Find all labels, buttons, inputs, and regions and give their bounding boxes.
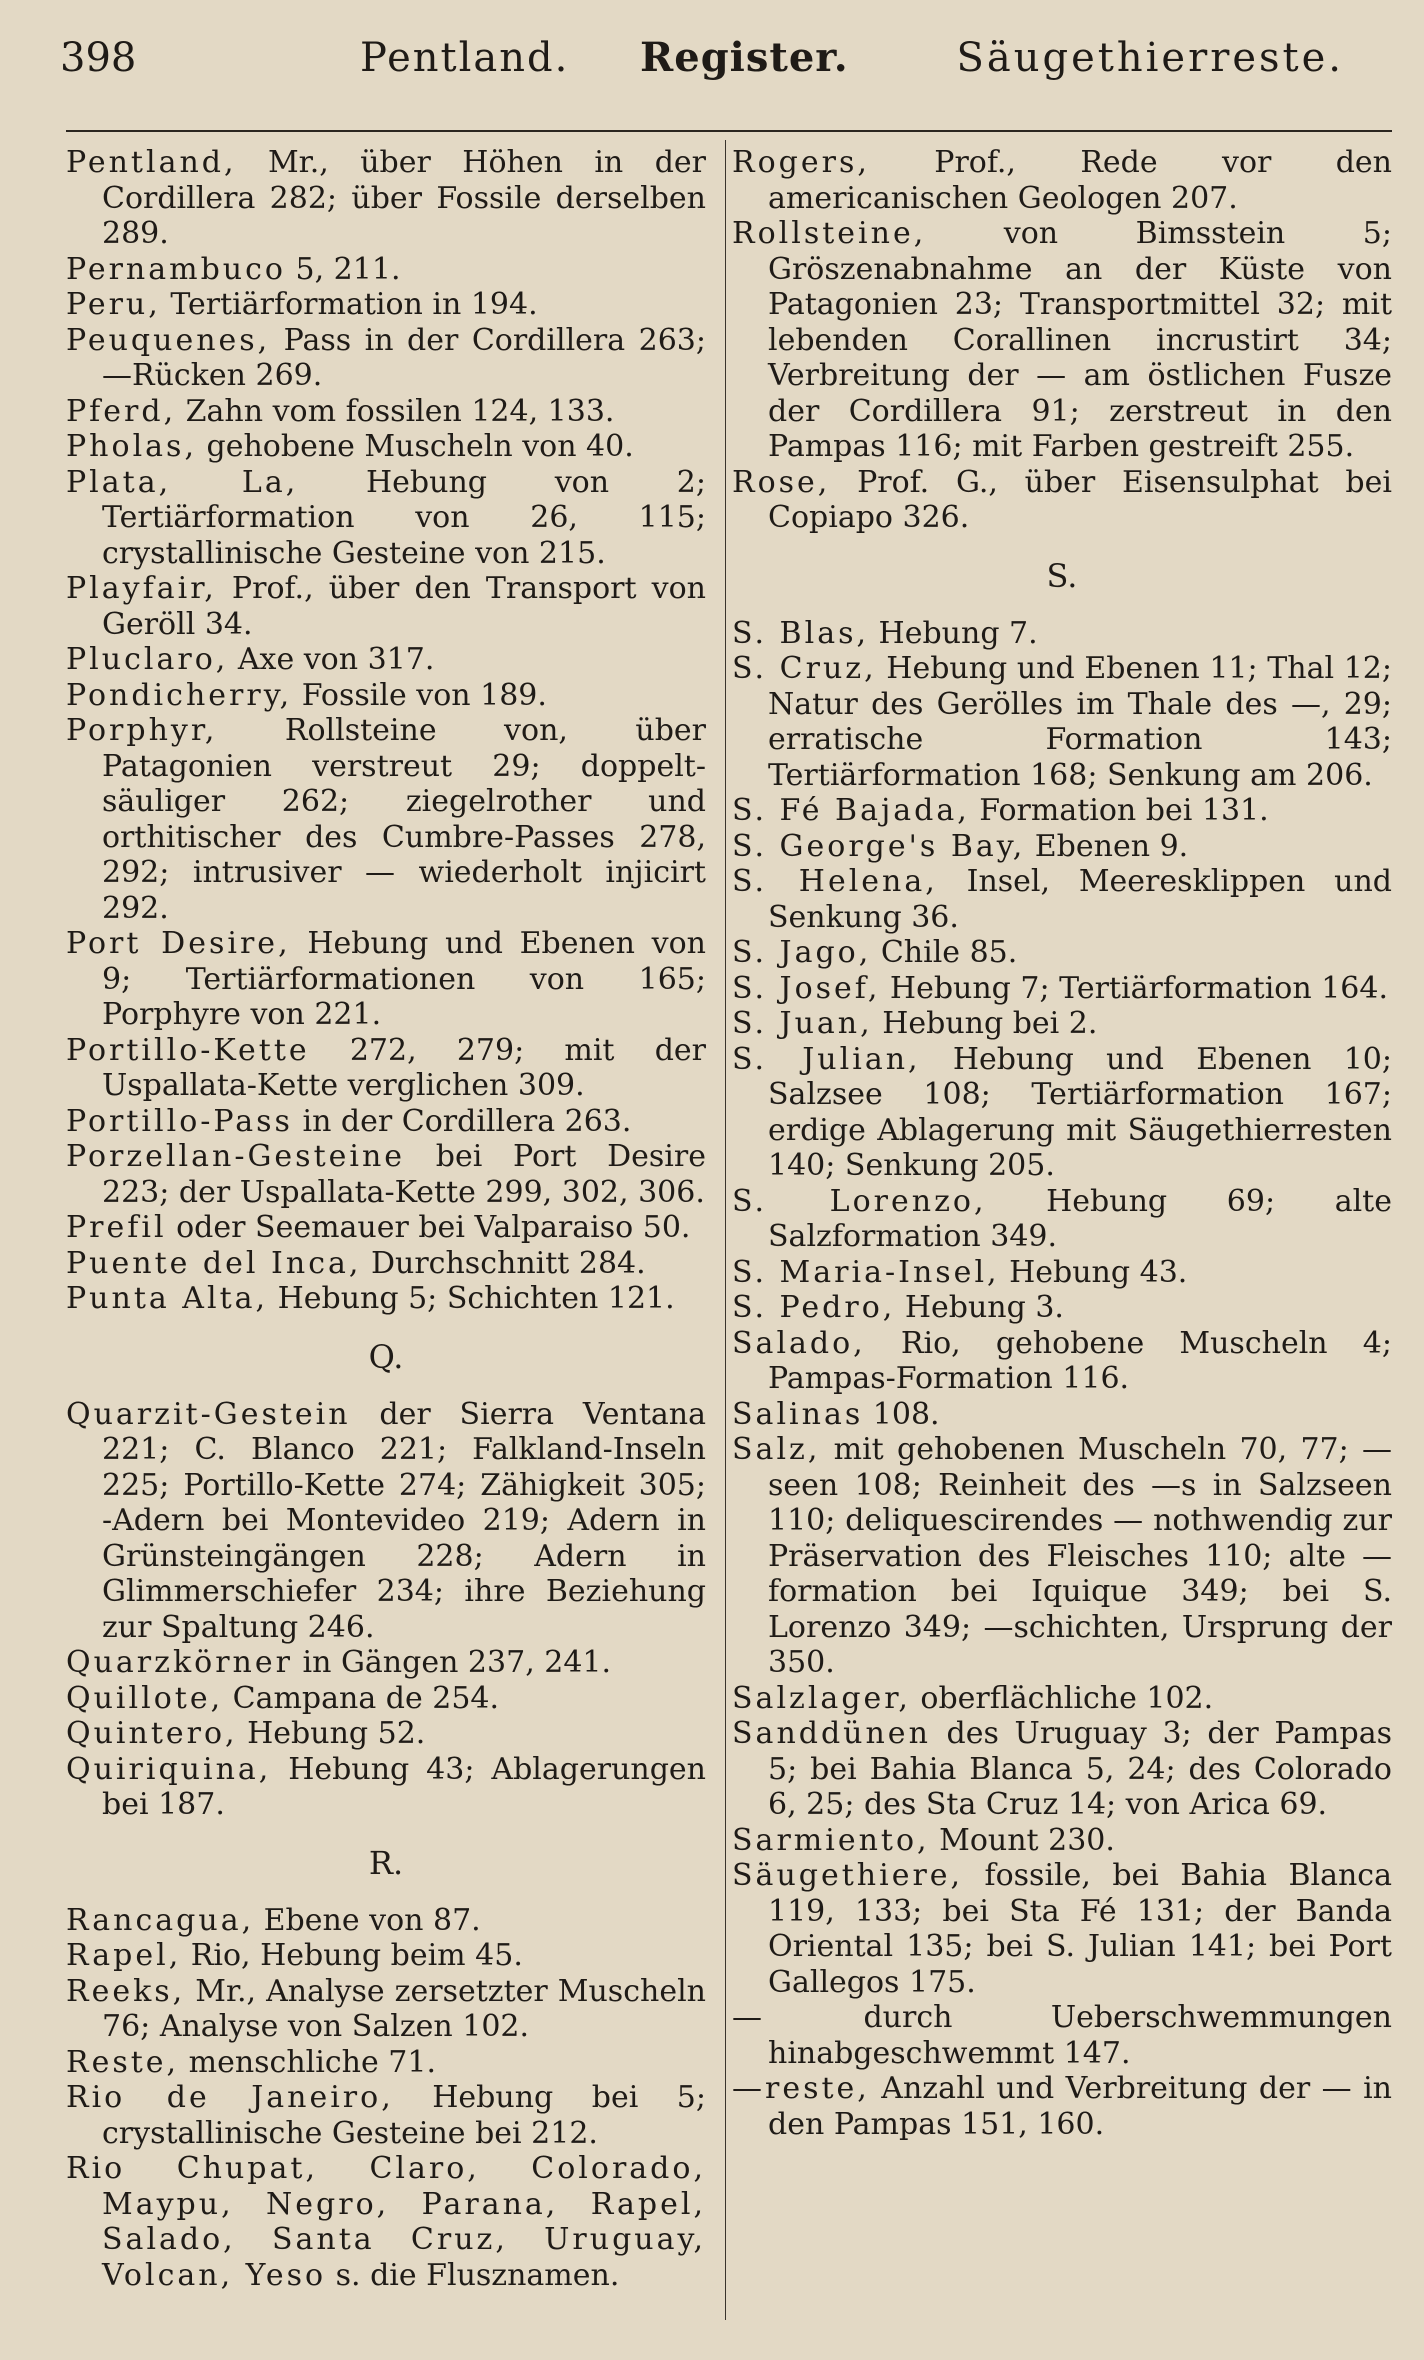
index-entry (732, 935, 1392, 971)
index-entry-head: Prefil (66, 1210, 167, 1245)
index-entry (66, 1681, 706, 1717)
entries-p (66, 145, 706, 1317)
index-entry-text: oder Seemauer bei Valparaiso 50. (166, 1210, 691, 1245)
index-entry-head: Peru, (66, 287, 161, 322)
index-entry (732, 1326, 1392, 1397)
index-entry (732, 1858, 1392, 2000)
index-entry (66, 1139, 706, 1210)
index-entry-head: Pondicherry, (66, 677, 293, 713)
index-entry-text: Hebung bei 5; crystallinische Gesteine bei 212. (102, 2080, 706, 2151)
index-entry (66, 1281, 706, 1317)
index-entry (732, 829, 1392, 865)
index-entry-text: des Uruguay 3; der Pampas 5; bei Bahia Blanca 5, 24; des Colorado 6, 25; des Sta Cruz 14; von Arica 69. (768, 1716, 1392, 1822)
index-entry-text: Ebene von 87. (254, 1902, 481, 1938)
index-entry-text: Hebung 43. (999, 1254, 1188, 1290)
index-entry (66, 429, 706, 465)
index-entry-head: Salinas (732, 1396, 864, 1432)
index-entry-text: Rio, gehobene Muscheln 4; Pampas-Formation 116. (768, 1325, 1392, 1396)
index-entry-head: Rose, (732, 464, 831, 500)
index-entry (732, 216, 1392, 465)
index-entry-text: Prof., Rede vor den americanischen Geologen 207. (768, 145, 1392, 216)
index-entry (66, 1397, 706, 1646)
index-entry (66, 323, 706, 394)
index-entry-head: Quillote, (66, 1680, 224, 1716)
index-entry (66, 287, 706, 323)
index-entry (732, 1006, 1392, 1042)
index-entry (66, 1903, 706, 1939)
entries-s (732, 616, 1392, 2143)
header-center-title: Register. (640, 34, 849, 81)
index-entry (66, 1210, 706, 1246)
index-entry-head: Reste, (66, 2044, 180, 2080)
header-rule (66, 130, 1392, 132)
index-entry-text: Hebung bei 2. (872, 1006, 1098, 1041)
index-entry-head: S. Jago, (732, 935, 872, 970)
index-entry-text: Mr., über Höhen in der Cordillera 282; über Fossile derselben 289. (102, 145, 706, 251)
index-entry-text: Insel, Meeresklippen und Senkung 36. (768, 864, 1393, 935)
index-entry-text: mit gehobenen Muscheln 70, 77; —seen 108; Reinheit des —s in Salzseen 110; deliquescirendes — nothwendig zur Präservation des Fleisches 110; alte —formation bei Iquique 349; bei S. Lorenzo 349; —schichten, Ursprung der 350. (768, 1432, 1392, 1680)
index-entry-text: der Sierra Ventana 221; C. Blanco 221; Falkland-Inseln 225; Portillo-Kette 274; Zähigkeit 305; -Adern bei Montevideo 219; Adern in Grünsteingängen 228; Adern in Glimmerschiefer 234; ihre Beziehung zur Spaltung 246. (102, 1396, 706, 1645)
index-entry (732, 1042, 1392, 1184)
index-entry (66, 1752, 706, 1823)
index-entry-head: S. Josef, (732, 970, 881, 1006)
index-entry-text: Durchschnitt 284. (361, 1245, 646, 1281)
column-divider (725, 140, 726, 2320)
index-entry-head: —reste, (732, 2071, 870, 2106)
index-entry-text: Zahn vom fossilen 124, 133. (176, 393, 615, 429)
index-entry-head: Punta Alta, (66, 1281, 269, 1316)
index-entry (732, 793, 1392, 829)
index-entry-text: in der Cordillera 263. (292, 1103, 632, 1139)
index-entry-head: Quiriquina, (66, 1751, 272, 1787)
index-entry (732, 1184, 1392, 1255)
index-entry (66, 1974, 706, 2045)
index-entry (66, 571, 706, 642)
index-entry-head: Pferd, (66, 393, 177, 429)
index-entry-text: 5, 211. (285, 251, 401, 287)
index-entry-text: 272, 279; mit der Uspallata-Kette verglichen 309. (102, 1032, 706, 1103)
index-entry-text: s. die Flusznamen. (326, 2257, 620, 2293)
index-entry-text: Mr., Analyse zersetzter Muscheln 76; Analyse von Salzen 102. (102, 1973, 706, 2044)
index-entry-text: Hebung von 2; Tertiärformation von 26, 115; crystallinische Gesteine von 215. (102, 464, 706, 571)
index-entry (732, 616, 1392, 652)
index-entry-head: Salado, (732, 1325, 866, 1361)
index-entry-text: Hebung 3. (895, 1290, 1064, 1325)
index-entry (732, 651, 1392, 793)
right-column (732, 145, 1392, 2142)
section-heading-r: R. (368, 1843, 404, 1882)
index-entry (66, 145, 706, 252)
index-entry-head: S. Julian, (732, 1041, 921, 1077)
index-entry-text: Hebung 5; Schichten 121. (268, 1281, 675, 1316)
section-heading-q: Q. (368, 1337, 404, 1376)
index-entry-text: 108. (863, 1396, 940, 1432)
index-entry-head: Pholas, (66, 429, 197, 464)
index-entry-head: Rogers, (732, 145, 870, 180)
index-entry-head: Sanddünen (732, 1716, 931, 1751)
index-entry-text: Hebung 7; Tertiärformation 164. (880, 970, 1389, 1006)
index-entry-text: Hebung und Ebenen 11; Thal 12; Natur des Gerölles im Thale des —, 29; erratische Formation 143; Tertiärformation 168; Senkung am 206. (768, 651, 1392, 793)
entries-q (66, 1397, 706, 1823)
index-entry-head: Portillo-Kette (66, 1032, 310, 1068)
index-entry (66, 1938, 706, 1974)
index-entry (66, 678, 706, 714)
index-entry (732, 465, 1392, 536)
index-entry-text: Prof. G., über Eisensulphat bei Copiapo 326. (768, 464, 1392, 535)
index-entry-text: menschliche 71. (179, 2044, 436, 2080)
index-entry (732, 2071, 1392, 2142)
index-entry (732, 2000, 1392, 2071)
index-entry-head: Rancagua, (66, 1902, 255, 1938)
index-entry-head: Peuquenes, (66, 322, 271, 358)
index-entry-head: S. Juan, (732, 1006, 873, 1041)
index-entry-text: von Bimsstein 5; Gröszenabnahme an der Küste von Patagonien 23; Transportmittel 32; mit lebenden Corallinen incrustirt 34; Verbreitung der — am östlichen Fusze der Cordillera 91; zerstreut in den Pampas 116; mit Farben gestreift 255. (768, 216, 1392, 464)
entries-r-continued (732, 145, 1392, 536)
section-heading-s: S. (1046, 556, 1078, 595)
index-entry-text: Mount 230. (929, 1822, 1115, 1858)
index-entry (66, 1645, 706, 1681)
index-entry-text: Hebung 43; Ablagerungen bei 187. (102, 1751, 706, 1822)
header-right-title: Säugethierreste. (956, 35, 1344, 81)
index-entry-head: — (732, 2000, 765, 2035)
index-entry-head: Plata, La, (66, 464, 299, 500)
index-entry (732, 1255, 1392, 1291)
index-entry (66, 713, 706, 926)
index-entry-head: Rio Chupat, Claro, Colorado, Maypu, Negro, Parana, Rapel, Salado, Santa Cruz, Uruguay, Volcan, Yeso (66, 2151, 706, 2293)
index-entry-text: in Gängen 237, 241. (292, 1645, 612, 1680)
index-entry-head: Rapel, (66, 1938, 182, 1973)
index-entry-head: Salz, (732, 1432, 821, 1467)
index-entry-text: Anzahl und Verbreitung der — in den Pampas 151, 160. (768, 2071, 1392, 2142)
index-entry-head: Rio de Janeiro, (66, 2080, 394, 2115)
index-entry (732, 1397, 1392, 1433)
index-entry (66, 1104, 706, 1140)
page-number: 398 (60, 35, 137, 81)
index-entry-text: Hebung 69; alte Salzformation 349. (768, 1183, 1392, 1254)
index-entry (66, 2151, 706, 2293)
index-entry-text: Hebung und Ebenen 10; Salzsee 108; Tertiärformation 167; erdige Ablagerung mit Säugethierresten 140; Senkung 205. (768, 1041, 1392, 1183)
index-entry-text: Rio, Hebung beim 45. (181, 1938, 523, 1973)
header-left-title: Pentland. (360, 35, 570, 81)
index-entry-head: S. Maria-Insel, (732, 1254, 1000, 1290)
index-entry-text: Pass in der Cordillera 263; —Rücken 269. (102, 322, 706, 393)
index-entry-text: Fossile von 189. (292, 677, 547, 713)
index-entry-text: durch Ueberschwemmungen hinabgeschwemmt 147. (765, 2000, 1392, 2071)
entries-r (66, 1903, 706, 2294)
index-entry (66, 2045, 706, 2081)
index-entry-head: S. Pedro, (732, 1290, 896, 1325)
left-column (66, 145, 706, 2293)
running-header (60, 28, 1344, 88)
index-entry-text: Campana de 254. (223, 1680, 500, 1716)
index-entry-head: Pentland, (66, 145, 237, 180)
index-entry-head: Reeks, (66, 1973, 186, 2009)
index-entry (732, 1290, 1392, 1326)
index-entry-text: Ebenen 9. (1025, 828, 1189, 864)
index-entry (66, 642, 706, 678)
index-entry-head: Säugethiere, (732, 1858, 964, 1893)
index-entry (732, 1681, 1392, 1717)
index-entry-head: Quarzkörner (66, 1645, 293, 1680)
index-entry (732, 1823, 1392, 1859)
index-entry-head: S. Cruz, (732, 651, 877, 686)
index-entry (732, 1716, 1392, 1823)
index-entry-head: S. George's Bay, (732, 828, 1026, 864)
index-entry-head: Quintero, (66, 1716, 238, 1751)
index-entry (732, 971, 1392, 1007)
index-entry-head: Port Desire, (66, 926, 291, 961)
index-entry (732, 145, 1392, 216)
index-entry-head: Quarzit-Gestein (66, 1396, 351, 1432)
index-entry-text: Tertiärformation in 194. (160, 287, 538, 322)
index-entry (66, 394, 706, 430)
index-entry-head: Salzlager, (732, 1680, 911, 1716)
index-entry (66, 465, 706, 572)
index-entry-head: Sarmiento, (732, 1822, 930, 1858)
index-entry-head: Rollsteine, (732, 216, 927, 251)
index-entry (66, 1246, 706, 1282)
index-entry-text: Rollsteine von, über Patagonien verstreut 29; doppelt-säuliger 262; ziegelrother und orthitischer des Cumbre-Passes 278, 292; intrusiver — wiederholt injicirt 292. (102, 713, 706, 926)
index-entry-text: Chile 85. (871, 935, 1018, 970)
index-entry (66, 252, 706, 288)
index-entry-text: bei Port Desire 223; der Uspallata-Kette 299, 302, 306. (102, 1139, 706, 1210)
index-entry-head: S. Fé Bajada, (732, 793, 970, 828)
index-entry-text: oberflächliche 102. (910, 1680, 1214, 1716)
index-entry (66, 1033, 706, 1104)
index-entry-text: gehobene Muscheln von 40. (196, 429, 634, 464)
index-entry (66, 1716, 706, 1752)
index-entry-head: Portillo-Pass (66, 1103, 293, 1139)
index-entry-text: Hebung 52. (237, 1716, 426, 1751)
index-entry-text: Formation bei 131. (969, 793, 1269, 828)
index-entry-head: S. Helena, (732, 864, 938, 899)
index-entry-text: fossile, bei Bahia Blanca 119, 133; bei Sta Fé 131; der Banda Oriental 135; bei S. Julian 141; bei Port Gallegos 175. (768, 1858, 1392, 2000)
index-entry-head: S. Blas, (732, 615, 870, 651)
index-entry-head: Porphyr, (66, 713, 218, 748)
index-entry-text: Axe von 317. (228, 642, 435, 677)
index-entry (66, 926, 706, 1033)
index-entry-head: Pluclaro, (66, 642, 229, 677)
index-entry-head: Puente del Inca, (66, 1245, 362, 1281)
index-entry-head: S. Lorenzo, (732, 1183, 987, 1219)
index-entry-head: Porzellan-Gesteine (66, 1139, 406, 1174)
index-entry (732, 1432, 1392, 1681)
index-entry (66, 2080, 706, 2151)
index-entry-text: Hebung und Ebenen von 9; Tertiärformationen von 165; Porphyre von 221. (102, 926, 706, 1032)
index-entry-text: Hebung 7. (869, 615, 1038, 651)
index-entry (732, 864, 1392, 935)
index-entry-head: Playfair, (66, 571, 217, 606)
index-entry-head: Pernambuco (66, 251, 286, 287)
index-entry-text: Prof., über den Transport von Geröll 34. (102, 571, 706, 642)
